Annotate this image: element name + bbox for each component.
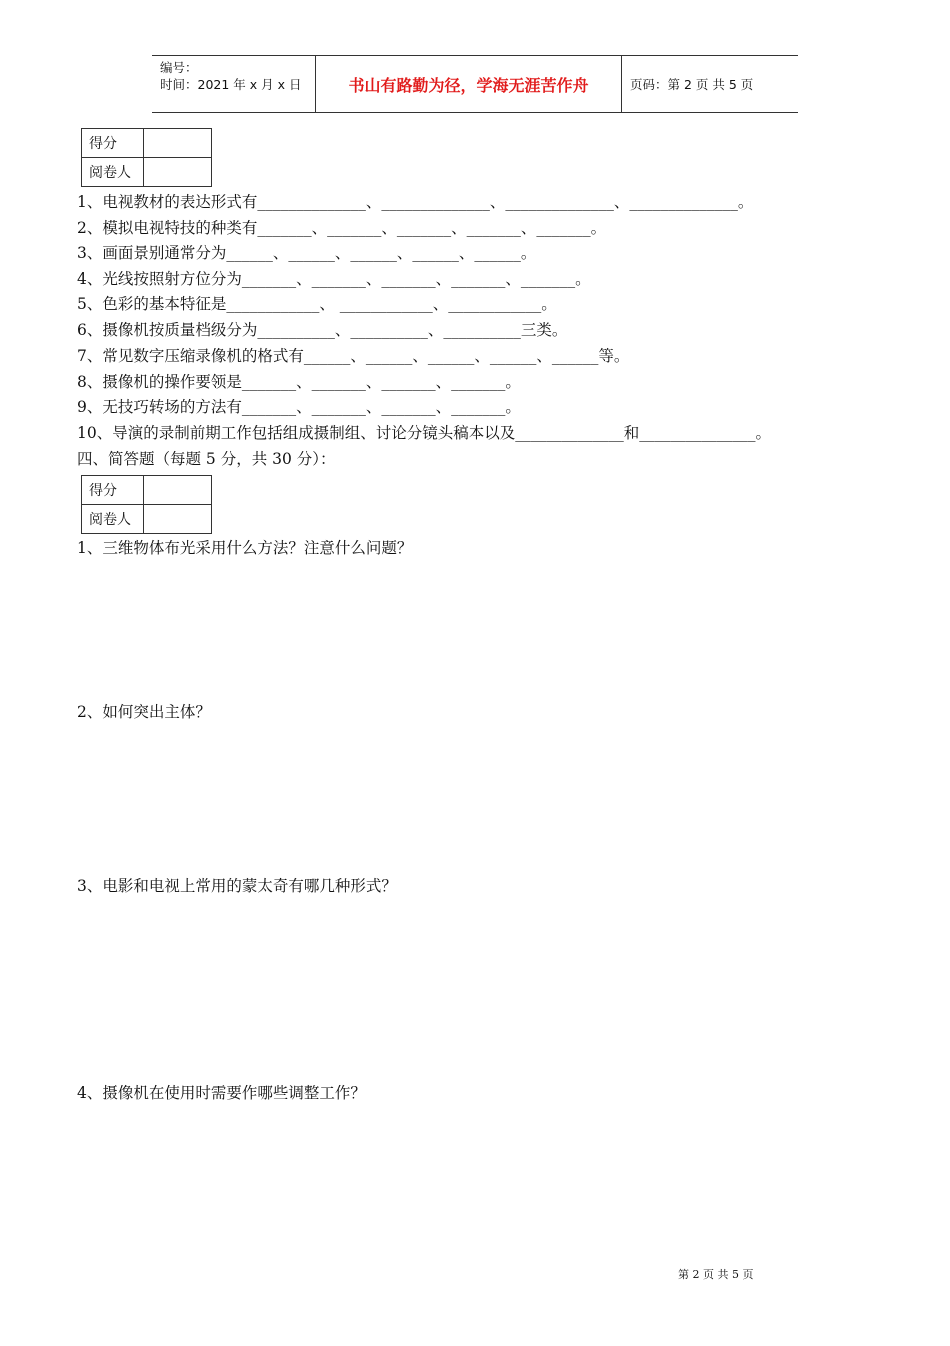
fill-question: 4、光线按照射方位分为_______、_______、_______、_______、_______。 bbox=[77, 270, 591, 288]
fill-question: 6、摄像机按质量档级分为__________、__________、__________三类。 bbox=[77, 321, 568, 339]
reviewer-cell[interactable] bbox=[144, 505, 212, 534]
fill-question: 3、画面景别通常分为______、______、______、______、______。 bbox=[77, 244, 537, 262]
short-question: 2、如何突出主体？ bbox=[77, 703, 211, 721]
fill-question: 8、摄像机的操作要领是_______、_______、_______、_______。 bbox=[77, 373, 521, 391]
fill-question: 9、无技巧转场的方法有_______、_______、_______、_______。 bbox=[77, 398, 521, 416]
section-title: 四、简答题（每题 5 分，共 30 分）： bbox=[77, 450, 336, 468]
page-header bbox=[152, 55, 798, 113]
score-cell[interactable] bbox=[144, 129, 212, 158]
fill-question: 10、导演的录制前期工作包括组成摄制组、讨论分镜头稿本以及______________和_______________。 bbox=[77, 424, 771, 442]
number-label: 编号： bbox=[160, 60, 198, 75]
fill-question: 7、常见数字压缩录像机的格式有______、______、______、______、______等。 bbox=[77, 347, 630, 365]
page-info: 页码：第 2 页 共 5 页 bbox=[630, 77, 754, 92]
reviewer-label: 阅卷人 bbox=[82, 158, 144, 187]
reviewer-cell[interactable] bbox=[144, 158, 212, 187]
page-footer: 第 2 页 共 5 页 bbox=[678, 1268, 754, 1281]
score-cell[interactable] bbox=[144, 476, 212, 505]
fill-question: 2、模拟电视特技的种类有_______、_______、_______、_______、_______。 bbox=[77, 219, 607, 237]
fill-question: 5、色彩的基本特征是____________、 ____________、____________。 bbox=[77, 295, 557, 313]
short-question: 4、摄像机在使用时需要作哪些调整工作？ bbox=[77, 1084, 366, 1102]
short-question: 1、三维物体布光采用什么方法？注意什么问题？ bbox=[77, 539, 413, 557]
time-label: 时间：2021 年 x 月 x 日 bbox=[160, 77, 302, 92]
score-label: 得分 bbox=[82, 476, 144, 505]
score-box bbox=[81, 475, 212, 534]
motto: 书山有路勤为径，学海无涯苦作舟 bbox=[316, 56, 622, 112]
header-meta bbox=[152, 56, 316, 112]
short-question: 3、电影和电视上常用的蒙太奇有哪几种形式？ bbox=[77, 877, 397, 895]
score-label: 得分 bbox=[82, 129, 144, 158]
reviewer-label: 阅卷人 bbox=[82, 505, 144, 534]
fill-question: 1、电视教材的表达形式有______________、______________、______________、______________。 bbox=[77, 193, 754, 211]
score-box bbox=[81, 128, 212, 187]
